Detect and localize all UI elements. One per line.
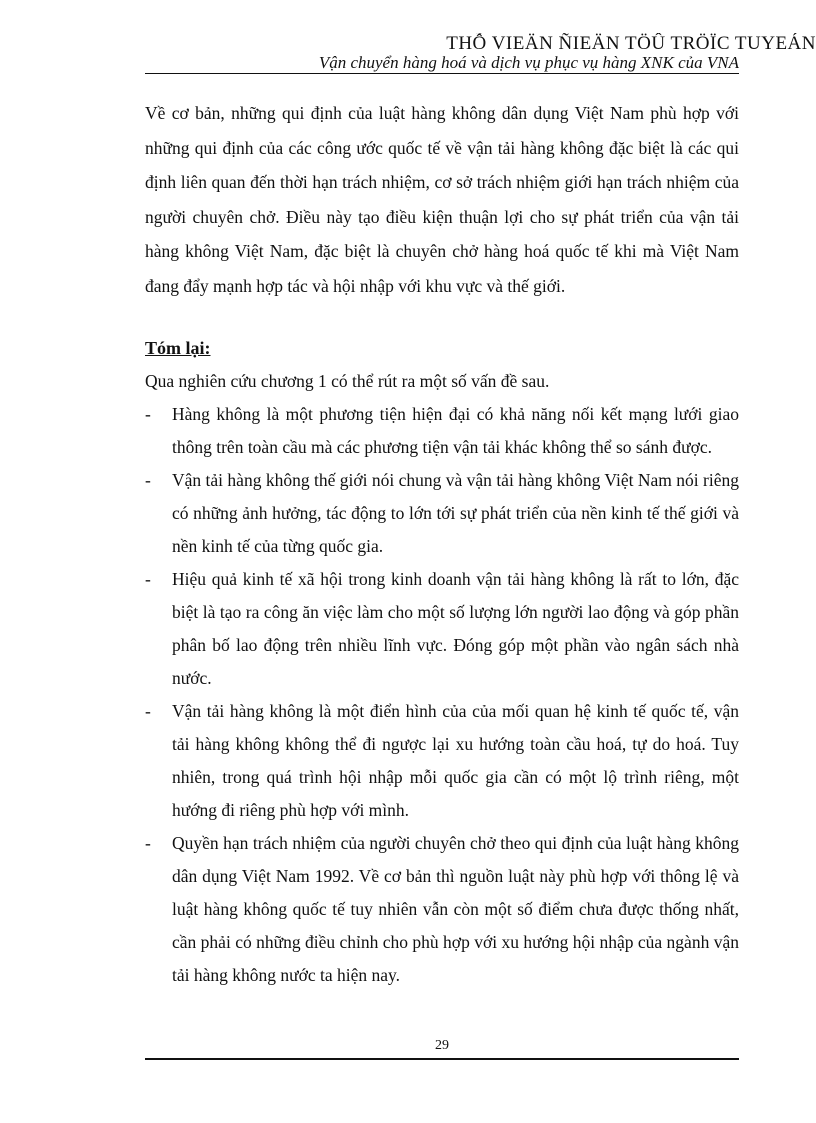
bullet-dash: - — [145, 569, 151, 589]
page-body — [145, 96, 739, 992]
list-item-text: Hàng không là một phương tiện hiện đại có khả năng nối kết mạng lưới giao thông trên toàn cầu mà các phương tiện vận tải khác không thể so sánh được. — [172, 404, 739, 457]
header-library-name: THỖ VIEÄN ÑIEÄN TÖÛ TRÖÏC TUYEÁN — [446, 33, 816, 54]
bullet-dash: - — [145, 404, 151, 424]
header-divider — [145, 73, 739, 74]
bullet-dash: - — [145, 701, 151, 721]
list-item-text: Quyền hạn trách nhiệm của người chuyên chở theo qui định của luật hàng không dân dụng Việt Nam 1992. Về cơ bản thì nguồn luật này phù hợp với thông lệ và luật hàng không quốc tế tuy nhiên vẫn còn một số điểm chưa được thống nhất, cần phải có những điều chỉnh cho phù hợp với xu hướng hội nhập của ngành vận tải hàng không nước ta hiện nay. — [172, 833, 739, 985]
list-item — [145, 464, 739, 563]
page-number: 29 — [435, 1038, 449, 1053]
intro-paragraph: Về cơ bản, những qui định của luật hàng không dân dụng Việt Nam phù hợp với những qui định của các công ước quốc tế về vận tải hàng không đặc biệt là các qui định liên quan đến thời hạn trách nhiệm, cơ sở trách nhiệm giới hạn trách nhiệm của người chuyên chở. Điều này tạo điều kiện thuận lợi cho sự phát triển của vận tải hàng không Việt Nam, đặc biệt là chuyên chở hàng hoá quốc tế khi mà Việt Nam đang đẩy mạnh hợp tác và hội nhập với khu vực và thế giới. — [145, 103, 739, 296]
list-item — [145, 695, 739, 827]
list-item — [145, 398, 739, 464]
summary-lead: Qua nghiên cứu chương 1 có thể rút ra một số vấn đề sau. — [145, 371, 550, 391]
bullet-dash: - — [145, 833, 151, 853]
list-item — [145, 563, 739, 695]
list-item-text: Vận tải hàng không thế giới nói chung và vận tải hàng không Việt Nam nói riêng có những ảnh hưởng, tác động to lớn tới sự phát triển của nền kinh tế thế giới và nền kinh tế của từng quốc gia. — [172, 470, 739, 556]
summary-list — [145, 398, 739, 992]
header-document-subtitle: Vận chuyển hàng hoá và dịch vụ phục vụ hàng XNK của VNA — [318, 53, 739, 72]
footer-divider — [145, 1058, 739, 1060]
list-item — [145, 827, 739, 992]
list-item-text: Hiệu quả kinh tế xã hội trong kinh doanh vận tải hàng không là rất to lớn, đặc biệt là tạo ra công ăn việc làm cho một số lượng lớn người lao động và góp phần phân bố lao động trên nhiều lĩnh vực. Đóng góp một phần vào ngân sách nhà nước. — [172, 569, 739, 688]
list-item-text: Vận tải hàng không là một điển hình của của mối quan hệ kinh tế quốc tế, vận tải hàng không không thể đi ngược lại xu hướng toàn cầu hoá, tự do hoá. Tuy nhiên, trong quá trình hội nhập mỗi quốc gia cần có một lộ trình riêng, một hướng đi riêng phù hợp với mình. — [172, 701, 739, 820]
bullet-dash: - — [145, 470, 151, 490]
summary-heading: Tóm lại: — [145, 338, 211, 358]
